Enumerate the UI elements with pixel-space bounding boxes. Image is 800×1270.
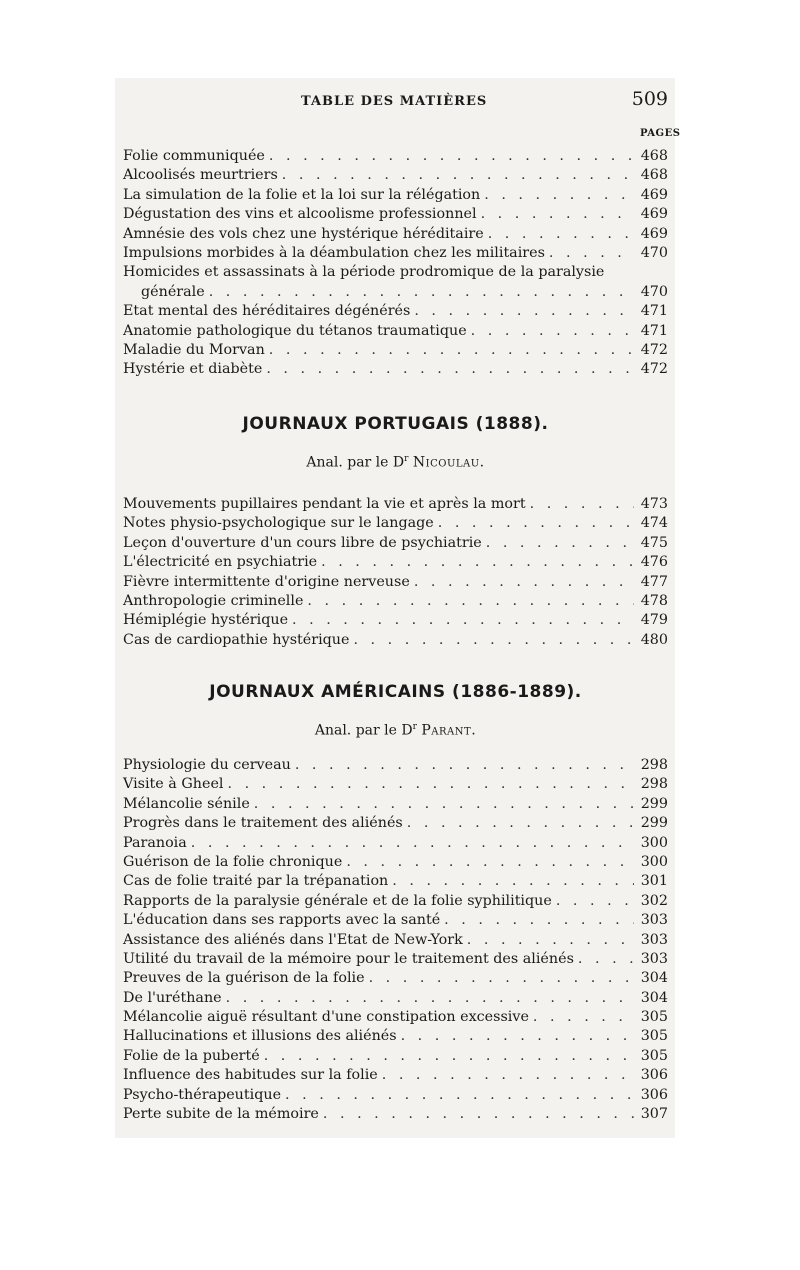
dot-leader — [228, 775, 635, 794]
entry-title: La simulation de la folie et la loi sur la rélégation — [123, 186, 481, 203]
toc-entry — [123, 1027, 668, 1046]
byline-prefix: Anal. par le D — [306, 454, 405, 471]
dot-leader — [530, 495, 634, 514]
toc-entry — [123, 795, 668, 814]
entry-title: Perte subite de la mémoire — [123, 1106, 319, 1123]
toc-entry-multiline-cont — [123, 283, 668, 302]
toc-entry — [123, 302, 668, 321]
entry-page: 300 — [640, 853, 668, 870]
dot-leader — [578, 950, 634, 969]
entry-page: 302 — [640, 892, 668, 909]
byline-prefix: Anal. par le D — [314, 722, 413, 739]
dot-leader — [556, 892, 634, 911]
dot-leader — [533, 1008, 634, 1027]
toc-entry — [123, 360, 668, 379]
toc-entry — [123, 1105, 668, 1124]
dot-leader — [269, 147, 634, 166]
entry-page: 303 — [640, 912, 668, 929]
entry-title: Etat mental des héréditaires dégénérés — [123, 303, 411, 320]
entry-title: Mélancolie sénile — [123, 795, 250, 812]
entry-page: 473 — [640, 496, 668, 512]
byline-sup: r — [404, 454, 409, 464]
entry-page: 298 — [640, 776, 668, 793]
toc-entry — [123, 989, 668, 1008]
toc-entry — [123, 814, 668, 833]
toc-entry — [123, 1066, 668, 1085]
dot-leader — [444, 911, 634, 930]
toc-entry — [123, 244, 668, 263]
toc-entry — [123, 573, 668, 592]
toc-entry — [123, 872, 668, 891]
dot-leader — [407, 814, 634, 833]
entry-page: 303 — [640, 950, 668, 967]
entry-page: 471 — [640, 303, 668, 320]
toc-entry — [123, 631, 668, 650]
entry-page: 304 — [640, 989, 668, 1006]
toc-entry — [123, 166, 668, 185]
toc-entry — [123, 611, 668, 630]
section-title-portugais: JOURNAUX PORTUGAIS (1888). — [242, 414, 549, 434]
entry-page: 476 — [640, 554, 668, 571]
entry-title: Paranoia — [123, 834, 187, 851]
toc-entry — [123, 892, 668, 911]
running-title: TABLE DES MATIÈRES — [301, 94, 488, 109]
page-number: 509 — [631, 88, 668, 110]
dot-leader — [369, 969, 634, 988]
entry-title: Progrès dans le traitement des aliénés — [123, 815, 403, 832]
entry-page: 298 — [640, 757, 668, 773]
toc-group-portugais — [123, 495, 668, 650]
entry-title: Cas de cardiopathie hystérique — [123, 631, 350, 648]
toc-group-americains — [123, 756, 668, 1124]
entry-page: 468 — [640, 148, 668, 164]
entry-title: Hallucinations et illusions des aliénés — [123, 1028, 397, 1045]
dot-leader — [481, 205, 634, 224]
toc-entry — [123, 756, 668, 775]
entry-title: Amnésie des vols chez une hystérique héréditaire — [123, 225, 484, 242]
byline-author: Nicoulau. — [412, 454, 485, 471]
dot-leader — [321, 553, 634, 572]
entry-page: 468 — [640, 167, 668, 184]
dot-leader — [346, 853, 634, 872]
entry-page: 301 — [640, 873, 668, 890]
entry-title: Alcoolisés meurtriers — [123, 167, 278, 184]
entry-title: Anatomie pathologique du tétanos traumatique — [123, 322, 467, 339]
entry-title: Influence des habitudes sur la folie — [123, 1067, 378, 1084]
entry-page: 470 — [640, 283, 668, 300]
toc-entry — [123, 186, 668, 205]
entry-title: L'électricité en psychiatrie — [123, 554, 318, 571]
section-byline-americains — [123, 722, 668, 739]
toc-entry — [123, 1008, 668, 1027]
entry-page: 469 — [640, 206, 668, 223]
entry-title: Maladie du Morvan — [123, 341, 265, 358]
toc-entry — [123, 931, 668, 950]
entry-title: Physiologie du cerveau — [123, 757, 291, 773]
toc-entry — [123, 322, 668, 341]
entry-title: Assistance des aliénés dans l'Etat de New-York — [123, 931, 463, 948]
entry-page: 299 — [640, 815, 668, 832]
entry-page: 472 — [640, 341, 668, 358]
dot-leader — [269, 341, 634, 360]
entry-title: Preuves de la guérison de la folie — [123, 970, 365, 987]
toc-entry — [123, 205, 668, 224]
entry-page: 305 — [640, 1028, 668, 1045]
entry-title: Impulsions morbides à la déambulation chez les militaires — [123, 244, 545, 261]
entry-page: 471 — [640, 322, 668, 339]
dot-leader — [486, 534, 634, 553]
toc-entry — [123, 147, 668, 166]
dot-leader — [488, 225, 634, 244]
page-header — [123, 88, 668, 118]
entry-title: Notes physio-psychologique sur le langage — [123, 515, 434, 532]
entry-title: Guérison de la folie chronique — [123, 853, 343, 870]
dot-leader — [484, 186, 634, 205]
toc-entry — [123, 911, 668, 930]
entry-title: Mouvements pupillaires pendant la vie et après la mort — [123, 496, 526, 512]
entry-page: 306 — [640, 1067, 668, 1084]
entry-title: Psycho-thérapeutique — [123, 1086, 282, 1103]
entry-page: 300 — [640, 834, 668, 851]
entry-title: Mélancolie aiguë résultant d'une constipation excessive — [123, 1009, 529, 1026]
toc-entry — [123, 592, 668, 611]
entry-page: 299 — [640, 795, 668, 812]
entry-title: Fièvre intermittente d'origine nerveuse — [123, 573, 410, 590]
entry-title: Visite à Gheel — [123, 776, 224, 793]
toc-entry — [123, 495, 668, 514]
entry-title: Anthropologie criminelle — [123, 592, 304, 609]
entry-page: 307 — [640, 1106, 668, 1123]
dot-leader — [467, 931, 634, 950]
dot-leader — [292, 611, 634, 630]
dot-leader — [323, 1105, 634, 1124]
entry-page: 477 — [640, 573, 668, 590]
toc-entry — [123, 225, 668, 244]
toc-entry — [123, 1086, 668, 1105]
toc-entry — [123, 534, 668, 553]
byline-sup: r — [412, 722, 417, 732]
entry-page: 470 — [640, 244, 668, 261]
toc-group-1 — [123, 147, 668, 380]
dot-leader — [295, 756, 634, 775]
entry-title: L'éducation dans ses rapports avec la santé — [123, 912, 441, 929]
entry-title: Folie communiquée — [123, 148, 265, 164]
entry-title: Dégustation des vins et alcoolisme professionnel — [123, 206, 477, 223]
entry-title: Utilité du travail de la mémoire pour le traitement des aliénés — [123, 950, 574, 967]
dot-leader — [382, 1066, 634, 1085]
entry-page: 475 — [640, 534, 668, 551]
entry-title: Cas de folie traité par la trépanation — [123, 873, 389, 890]
dot-leader — [414, 302, 634, 321]
toc-entry — [123, 775, 668, 794]
toc-entry — [123, 1047, 668, 1066]
dot-leader — [266, 360, 634, 379]
dot-leader — [226, 989, 634, 1008]
entry-title: Folie de la puberté — [123, 1047, 260, 1064]
entry-page: 479 — [640, 612, 668, 629]
dot-leader — [191, 834, 634, 853]
dot-leader — [307, 592, 634, 611]
dot-leader — [209, 283, 634, 302]
entry-page: 305 — [640, 1047, 668, 1064]
toc-entry — [123, 341, 668, 360]
dot-leader — [254, 795, 634, 814]
dot-leader — [264, 1047, 634, 1066]
entry-title: Hémiplégie hystérique — [123, 612, 289, 629]
entry-page: 304 — [640, 970, 668, 987]
dot-leader — [471, 322, 634, 341]
dot-leader — [285, 1086, 634, 1105]
section-title-americains: JOURNAUX AMÉRICAINS (1886-1889). — [209, 682, 582, 702]
entry-title: Hystérie et diabète — [123, 361, 263, 378]
entry-title: De l'uréthane — [123, 989, 222, 1006]
dot-leader — [438, 514, 634, 533]
pages-column-label: PAGES — [640, 128, 681, 139]
entry-page: 480 — [640, 631, 668, 648]
toc-entry — [123, 514, 668, 533]
dot-leader — [392, 872, 634, 891]
toc-entry — [123, 950, 668, 969]
entry-title: Leçon d'ouverture d'un cours libre de psychiatrie — [123, 534, 482, 551]
toc-entry — [123, 853, 668, 872]
entry-page: 469 — [640, 186, 668, 203]
byline-author: Parant. — [421, 722, 477, 739]
entry-page: 306 — [640, 1086, 668, 1103]
entry-page: 474 — [640, 515, 668, 532]
entry-page: 478 — [640, 592, 668, 609]
dot-leader — [549, 244, 634, 263]
entry-page: 305 — [640, 1009, 668, 1026]
dot-leader — [401, 1027, 634, 1046]
toc-entry-multiline-first: Homicides et assassinats à la période prodromique de la paralysie — [123, 264, 605, 281]
entry-title: générale — [141, 283, 205, 300]
dot-leader — [282, 166, 634, 185]
entry-page: 472 — [640, 361, 668, 378]
dot-leader — [414, 573, 634, 592]
section-byline-portugais — [123, 454, 668, 471]
entry-page: 303 — [640, 931, 668, 948]
toc-entry — [123, 553, 668, 572]
entry-page: 469 — [640, 225, 668, 242]
toc-entry — [123, 969, 668, 988]
dot-leader — [353, 631, 634, 650]
toc-entry — [123, 834, 668, 853]
entry-title: Rapports de la paralysie générale et de la folie syphilitique — [123, 892, 552, 909]
